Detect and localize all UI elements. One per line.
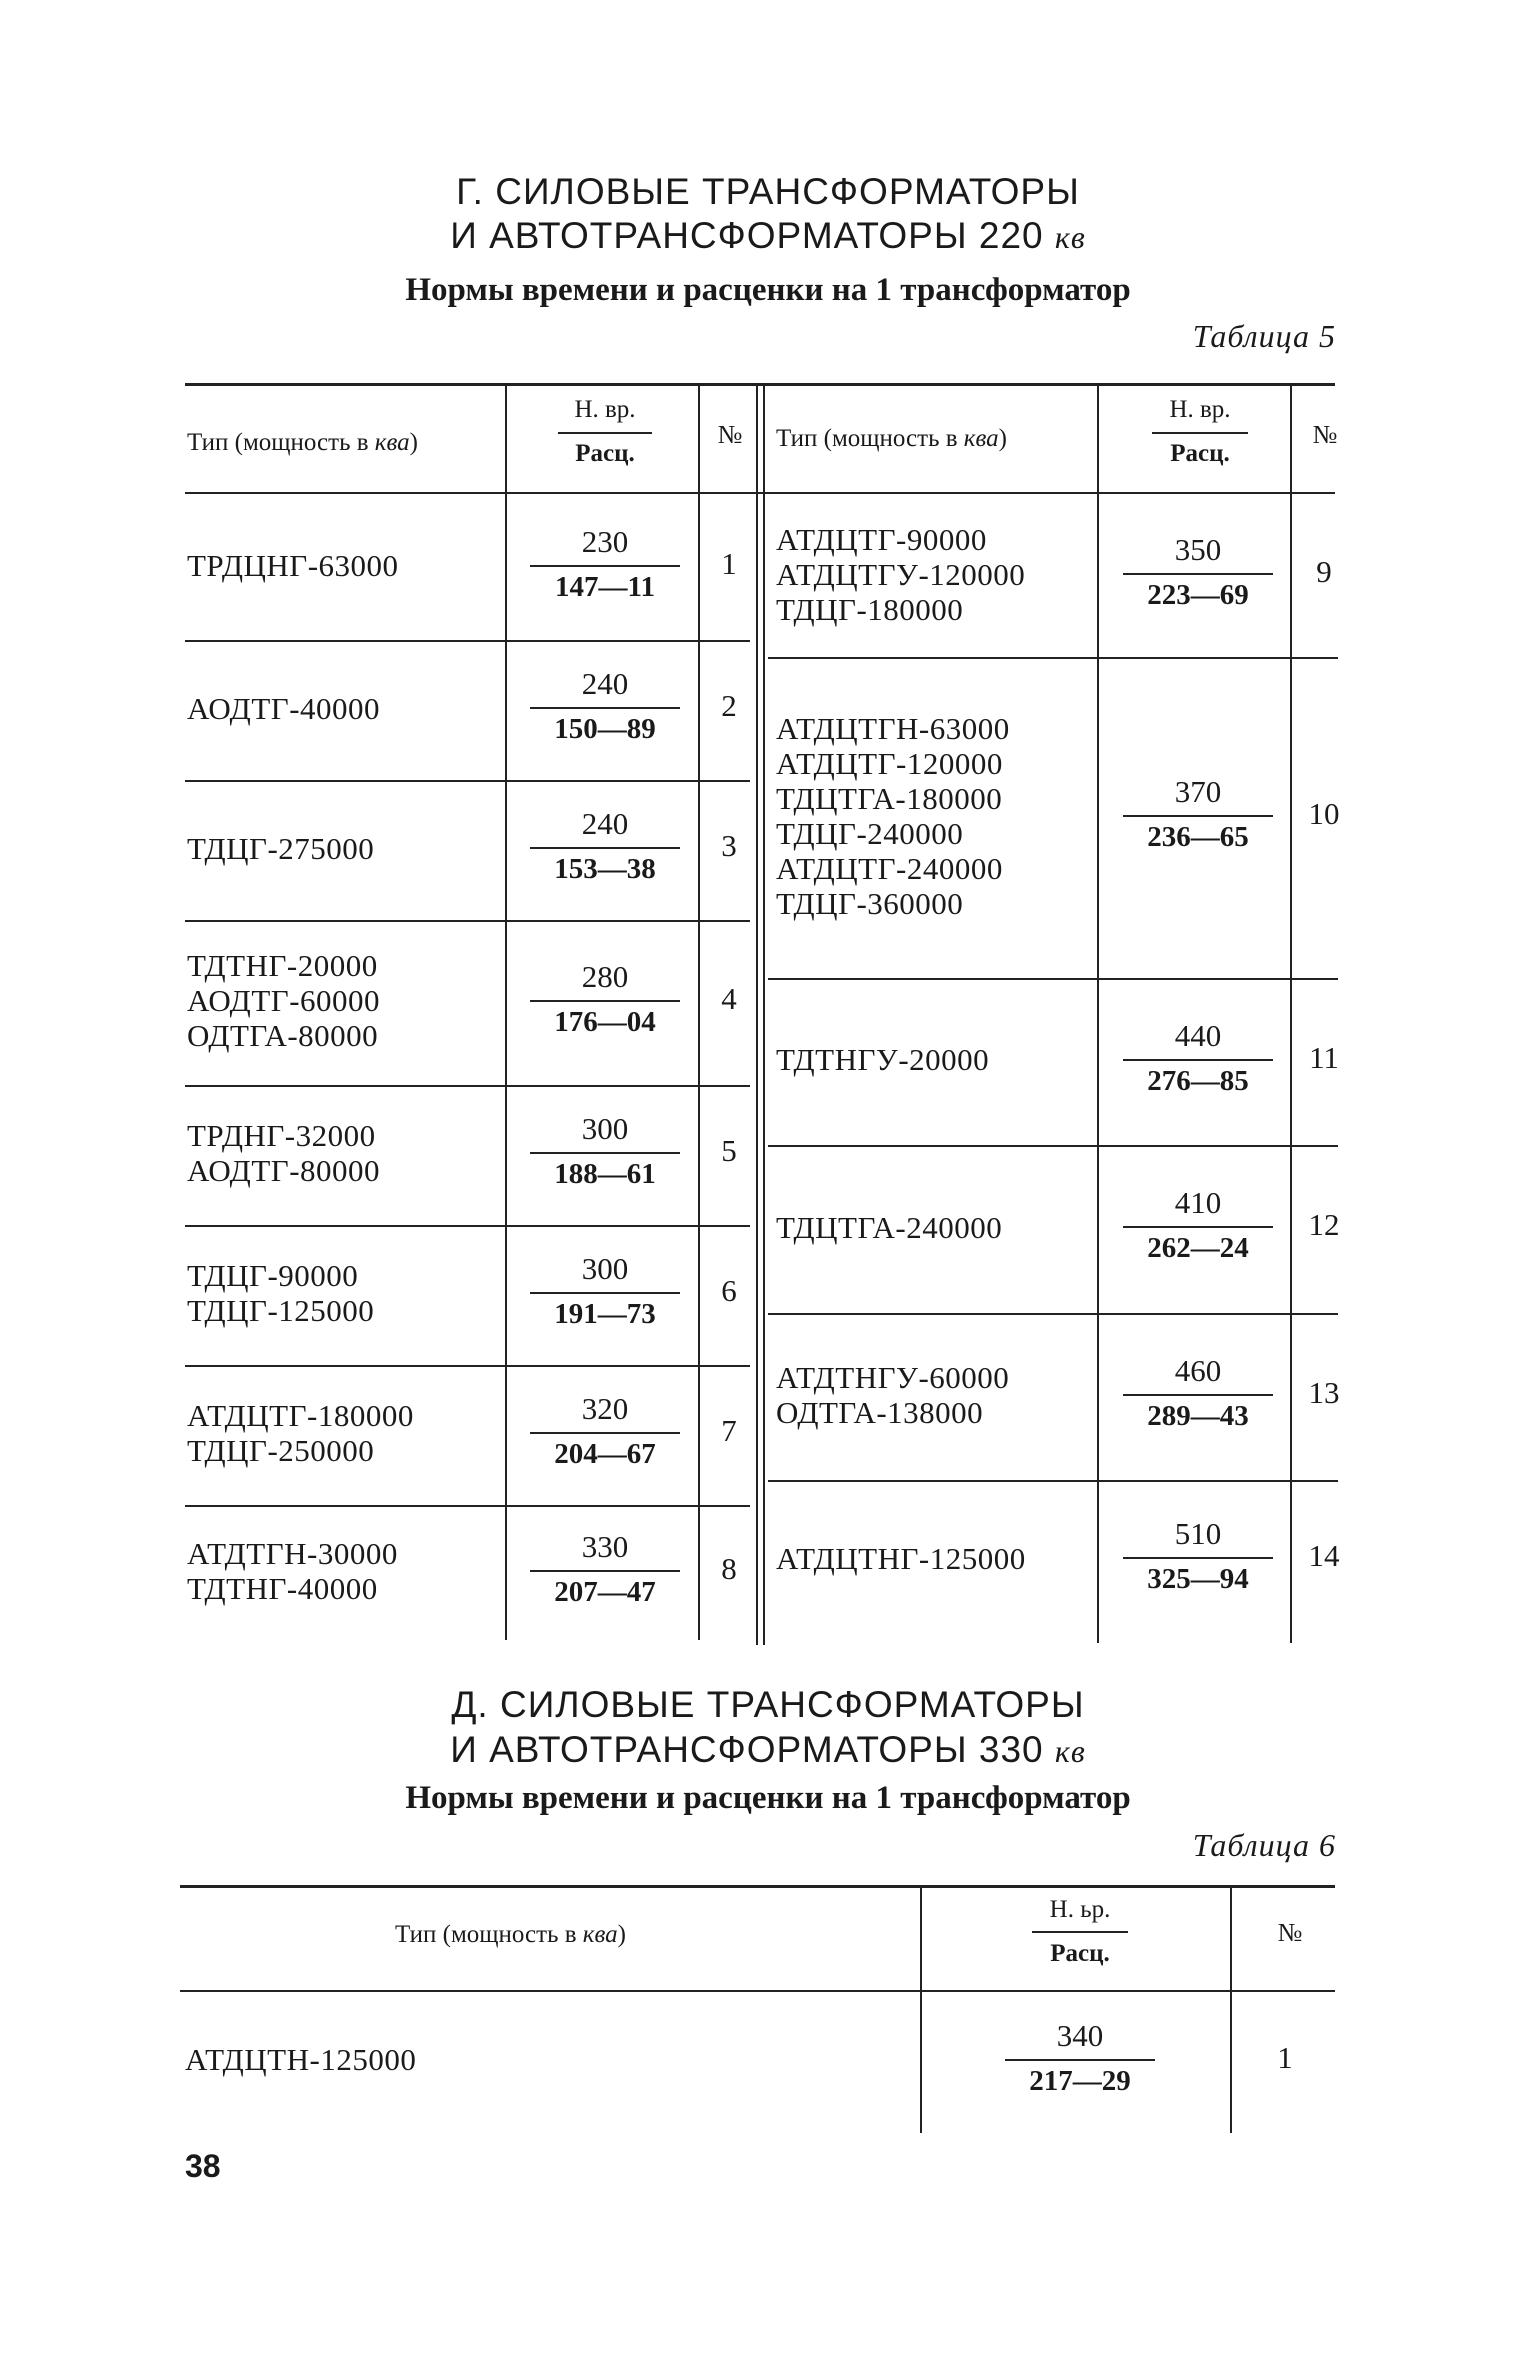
left-header-norm: Н. вр. — [574, 396, 636, 423]
right-row-norm: 460 — [1174, 1353, 1222, 1388]
right-row-separator — [768, 978, 1338, 980]
transformer-type: АОДТГ-60000 — [187, 983, 381, 1018]
transformer-type: ОДТГА-138000 — [776, 1395, 984, 1430]
left-header-number: № — [717, 420, 743, 449]
left-row-separator — [185, 1505, 750, 1507]
right-row-fraction-line — [1123, 1059, 1273, 1061]
left-row-norm: 240 — [581, 666, 629, 701]
left-row-number: 1 — [721, 546, 737, 581]
transformer-type: АТДЦТГ-120000 — [776, 746, 1003, 781]
right-header-price: Расц. — [1170, 440, 1230, 467]
right-row-number: 13 — [1308, 1375, 1340, 1410]
transformer-type: ТДЦГ-180000 — [776, 592, 964, 627]
right-row-separator — [768, 1480, 1338, 1482]
left-row-norm: 300 — [581, 1251, 629, 1286]
transformer-type: ТДЦГ-240000 — [776, 816, 964, 851]
right-header-norm: Н. вр. — [1169, 396, 1231, 423]
transformer-type: АТДТГН-30000 — [187, 1536, 398, 1571]
transformer-type: ТДЦГ-360000 — [776, 886, 964, 921]
left-row-names — [187, 831, 374, 866]
left-row-price: 207—47 — [554, 1576, 656, 1608]
right-row-names — [776, 1541, 1026, 1576]
right-row-norm: 410 — [1174, 1185, 1222, 1220]
transformer-type: АОДТГ-80000 — [187, 1153, 381, 1188]
left-row-fraction-line — [530, 565, 680, 567]
left-row-fraction-line — [530, 1432, 680, 1434]
left-row-norm: 320 — [581, 1391, 629, 1426]
left-row-names — [187, 1118, 380, 1188]
table6-row-norm: 340 — [1056, 2018, 1104, 2053]
section-d-table-label: Таблица 6 — [1192, 1827, 1336, 1863]
left-row-number: 6 — [721, 1273, 737, 1308]
table6-row-price: 217—29 — [1029, 2065, 1131, 2097]
right-row-fraction-line — [1123, 1557, 1273, 1559]
transformer-type: АТДТНГУ-60000 — [776, 1360, 1010, 1395]
transformer-type: ТДЦГ-125000 — [187, 1293, 375, 1328]
left-row-fraction-line — [530, 847, 680, 849]
transformer-type: ТДЦГ-275000 — [187, 831, 375, 866]
right-header-type: Тип (мощность в ква) — [776, 425, 1007, 452]
section-g-title-text: И АВТОТРАНСФОРМАТОРЫ 220 — [450, 215, 1044, 256]
right-row-price: 236—65 — [1147, 821, 1249, 853]
transformer-type: ТДТНГ-40000 — [187, 1571, 378, 1606]
table6-top-rule — [180, 1885, 1335, 1888]
left-row-names — [187, 548, 399, 583]
right-row-names — [776, 522, 1025, 627]
left-row-number: 7 — [721, 1413, 737, 1448]
left-row-norm: 280 — [581, 959, 629, 994]
left-row-separator — [185, 780, 750, 782]
left-row-separator — [185, 1085, 750, 1087]
transformer-type: ТРДНГ-32000 — [187, 1118, 376, 1153]
transformer-type: АТДЦТГ-90000 — [776, 522, 987, 557]
transformer-type: АТДЦТН-125000 — [185, 2042, 417, 2077]
table6-row-fraction-line — [1005, 2059, 1155, 2061]
transformer-type: АТДЦТГУ-120000 — [776, 557, 1026, 592]
right-row-number: 10 — [1308, 796, 1340, 831]
page-number: 38 — [185, 2148, 221, 2184]
left-row-price: 147—11 — [555, 571, 655, 603]
table6-header-type: Тип (мощность в ква) — [395, 1921, 626, 1948]
left-row-separator — [185, 1225, 750, 1227]
left-row-names — [187, 948, 380, 1053]
left-row-names — [187, 1258, 374, 1328]
table6-row-number: 1 — [1277, 2040, 1293, 2075]
right-row-fraction-line — [1123, 573, 1273, 575]
left-row-fraction-line — [530, 1152, 680, 1154]
left-row-number: 8 — [721, 1551, 737, 1586]
left-row-names — [187, 691, 380, 726]
left-row-names — [187, 1398, 414, 1468]
left-row-norm: 240 — [581, 806, 629, 841]
right-row-price: 289—43 — [1147, 1400, 1249, 1432]
table6-header-price: Расц. — [1050, 1940, 1110, 1967]
right-row-fraction-line — [1123, 1226, 1273, 1228]
right-row-separator — [768, 1313, 1338, 1315]
left-row-norm: 330 — [581, 1529, 629, 1564]
section-g-subtitle: Нормы времени и расценки на 1 трансформатор — [405, 272, 1131, 308]
transformer-type: ТДЦТГА-240000 — [776, 1210, 1003, 1245]
section-d-title-text: И АВТОТРАНСФОРМАТОРЫ 330 — [450, 1729, 1044, 1770]
table6-header-fraction-line — [1032, 1931, 1128, 1933]
transformer-type: ОДТГА-80000 — [187, 1018, 379, 1053]
transformer-type: ТДТНГ-20000 — [187, 948, 378, 983]
right-row-number: 14 — [1308, 1538, 1340, 1573]
section-d-title-line1: Д. СИЛОВЫЕ ТРАНСФОРМАТОРЫ — [451, 1684, 1085, 1725]
table6-header-norm: Н. ьр. — [1049, 1896, 1111, 1923]
right-row-norm: 440 — [1174, 1018, 1222, 1053]
right-col-divider-2 — [1290, 385, 1292, 1643]
transformer-type: ТДТНГУ-20000 — [776, 1042, 990, 1077]
section-g-title-line2 — [0, 214, 1536, 259]
right-header-fraction-line — [1152, 432, 1248, 434]
section-d-subtitle: Нормы времени и расценки на 1 трансформатор — [405, 1780, 1131, 1816]
transformer-type: ТРДЦНГ-63000 — [187, 548, 399, 583]
left-row-price: 176—04 — [554, 1006, 656, 1038]
transformer-type: ТДЦГ-250000 — [187, 1433, 375, 1468]
right-header-number: № — [1312, 420, 1338, 449]
left-header-price: Расц. — [575, 440, 635, 467]
left-row-price: 191—73 — [554, 1298, 656, 1330]
left-header-fraction-line — [558, 432, 652, 434]
left-row-number: 3 — [721, 828, 737, 863]
right-row-fraction-line — [1123, 815, 1273, 817]
section-d-title-unit: кв — [1054, 1733, 1086, 1769]
section-g-title-line1: Г. СИЛОВЫЕ ТРАНСФОРМАТОРЫ — [456, 171, 1080, 212]
table6-header-number: № — [1277, 1918, 1303, 1947]
header-bottom-rule — [185, 492, 1335, 494]
section-g-table-label: Таблица 5 — [1192, 318, 1336, 354]
left-row-norm: 230 — [581, 524, 629, 559]
right-row-separator — [768, 657, 1338, 659]
section-g-title-unit: кв — [1054, 219, 1086, 255]
right-row-names — [776, 1210, 1002, 1245]
right-row-norm: 370 — [1174, 774, 1222, 809]
left-row-price: 150—89 — [554, 713, 656, 745]
left-col-divider-1 — [505, 385, 507, 1640]
left-row-number: 4 — [721, 981, 737, 1016]
right-col-divider-1 — [1097, 385, 1099, 1643]
center-double-rule-b — [763, 385, 765, 1645]
table6-header-bottom-rule — [180, 1990, 1335, 1992]
table-top-rule — [185, 383, 1335, 386]
right-row-price: 262—24 — [1147, 1232, 1249, 1264]
left-row-names — [187, 1536, 398, 1606]
transformer-type: АОДТГ-40000 — [187, 691, 381, 726]
right-row-price: 223—69 — [1147, 579, 1249, 611]
left-row-fraction-line — [530, 1292, 680, 1294]
transformer-type: АТДЦТГ-180000 — [187, 1398, 414, 1433]
right-row-fraction-line — [1123, 1394, 1273, 1396]
transformer-type: АТДЦТНГ-125000 — [776, 1541, 1026, 1576]
left-row-fraction-line — [530, 1000, 680, 1002]
left-row-separator — [185, 640, 750, 642]
left-row-price: 153—38 — [554, 853, 656, 885]
left-row-price: 188—61 — [554, 1158, 656, 1190]
transformer-type: ТДЦТГА-180000 — [776, 781, 1003, 816]
right-row-number: 12 — [1308, 1207, 1340, 1242]
left-row-norm: 300 — [581, 1111, 629, 1146]
left-row-fraction-line — [530, 707, 680, 709]
left-row-separator — [185, 920, 750, 922]
right-row-names — [776, 711, 1010, 921]
transformer-type: АТДЦТГ-240000 — [776, 851, 1003, 886]
table6-row-names — [185, 2042, 416, 2077]
right-row-names — [776, 1360, 1009, 1430]
right-row-norm: 510 — [1174, 1516, 1222, 1551]
table6-col-divider-1 — [920, 1888, 922, 2133]
right-row-price: 276—85 — [1147, 1065, 1249, 1097]
left-header-type: Тип (мощность в ква) — [187, 429, 418, 456]
right-row-names — [776, 1042, 989, 1077]
left-row-separator — [185, 1365, 750, 1367]
section-d-title-line2 — [0, 1728, 1536, 1773]
left-row-fraction-line — [530, 1570, 680, 1572]
left-row-price: 204—67 — [554, 1438, 656, 1470]
right-row-separator — [768, 1145, 1338, 1147]
transformer-type: АТДЦТГН-63000 — [776, 711, 1010, 746]
right-row-price: 325—94 — [1147, 1563, 1249, 1595]
left-row-number: 2 — [721, 688, 737, 723]
right-row-norm: 350 — [1174, 532, 1222, 567]
right-row-number: 9 — [1316, 554, 1332, 589]
left-row-number: 5 — [721, 1133, 737, 1168]
table6-col-divider-2 — [1230, 1888, 1232, 2133]
transformer-type: ТДЦГ-90000 — [187, 1258, 359, 1293]
right-row-number: 11 — [1309, 1040, 1339, 1075]
